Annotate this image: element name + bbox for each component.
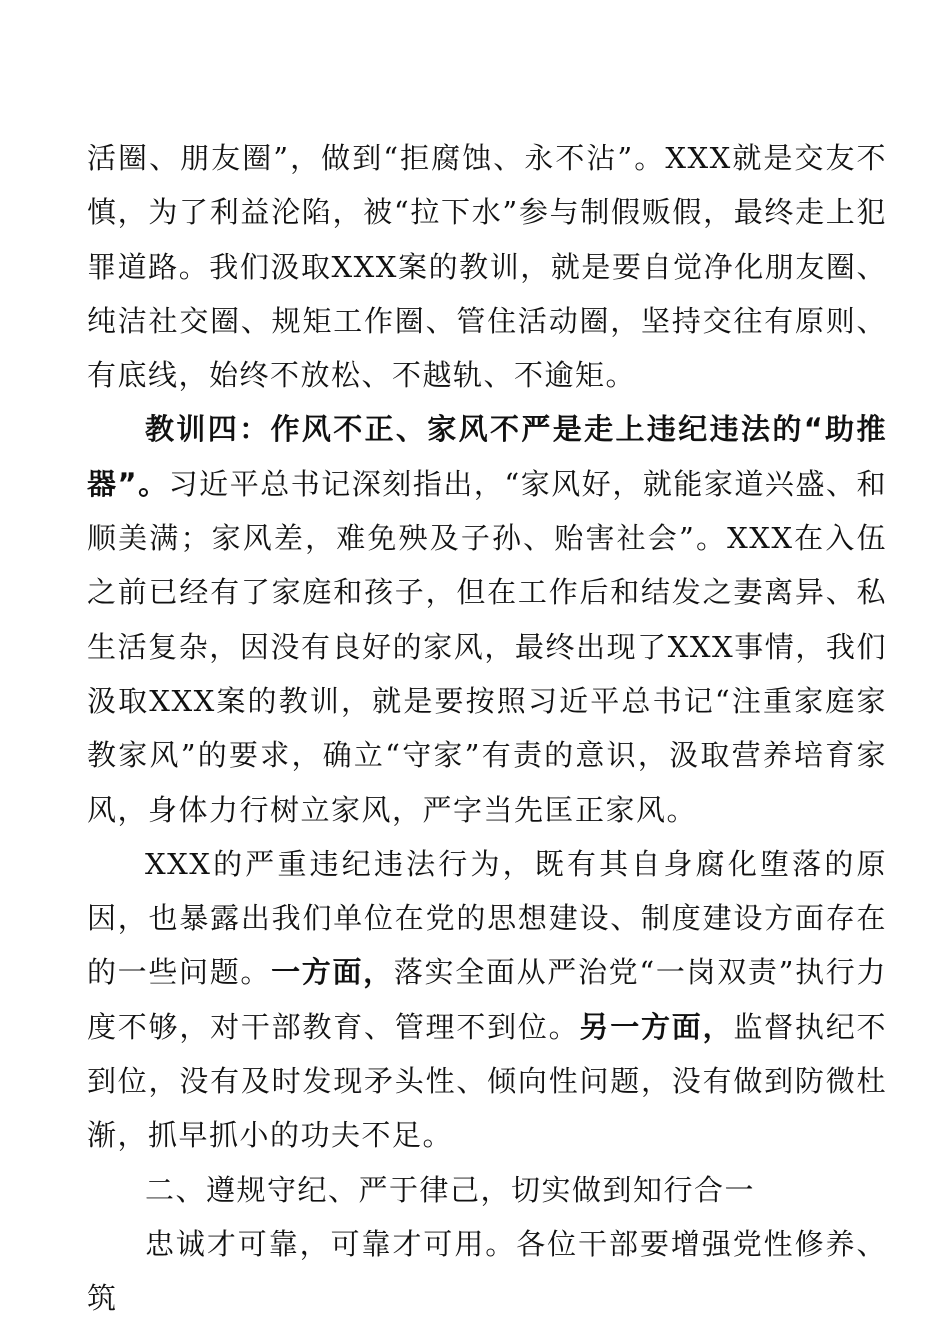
lesson-four-body: 习近平总书记深刻指出，“家风好，就能家道兴盛、和顺美满；家风差，难免殃及子孙、贻害社会”。XXX在入伍之前已经有了家庭和孩子，但在工作后和结发之妻离异、私生活复杂，因没有良好的家风，最终出现了XXX事情，我们汲取XXX案的教训，就是要按照习近平总书记“注重家庭家教家风”的要求，确立“守家”有责的意识，汲取营养培育家风，身体力行树立家风，严字当先匡正家风。 bbox=[87, 466, 888, 827]
on-other-hand-label: 另一方面， bbox=[579, 1009, 734, 1044]
paragraph-lesson-four bbox=[87, 402, 887, 836]
on-one-hand-text: 落实全面从严治党“一岗双责”执行力度不够，对干部教育、管理不到位。 bbox=[87, 955, 887, 1044]
document-body bbox=[87, 131, 887, 1326]
on-other-hand-text: 监督执纪不到位，没有及时发现矛头性、倾向性问题，没有做到防微杜渐，抓早抓小的功夫不足。 bbox=[87, 1009, 887, 1153]
section-heading-two: 二、遵规守纪、严于律己，切实做到知行合一 bbox=[145, 1172, 756, 1207]
paragraph-friend-circle: 活圈、朋友圈”，做到“拒腐蚀、永不沾”。XXX就是交友不慎，为了利益沦陷，被“拉下水”参与制假贩假，最终走上犯罪道路。我们汲取XXX案的教训，就是要自觉净化朋友圈、纯洁社交圈、规矩工作圈、管住活动圈，坚持交往有原则、有底线，始终不放松、不越轨、不逾矩。 bbox=[87, 141, 887, 393]
paragraph-loyalty: 忠诚才可靠，可靠才可用。各位干部要增强党性修养、筑 bbox=[87, 1226, 887, 1316]
paragraph-unit-problems bbox=[87, 837, 887, 1163]
on-one-hand-label: 一方面， bbox=[271, 955, 394, 990]
unit-problems-intro: XXX的严重违纪违法行为，既有其自身腐化堕落的原因，也暴露出我们单位在党的思想建设、制度建设方面存在的一些问题。 bbox=[87, 846, 887, 990]
lesson-four-heading: 教训四：作风不正、家风不严是走上违纪违法的“助推器”。 bbox=[87, 412, 887, 501]
